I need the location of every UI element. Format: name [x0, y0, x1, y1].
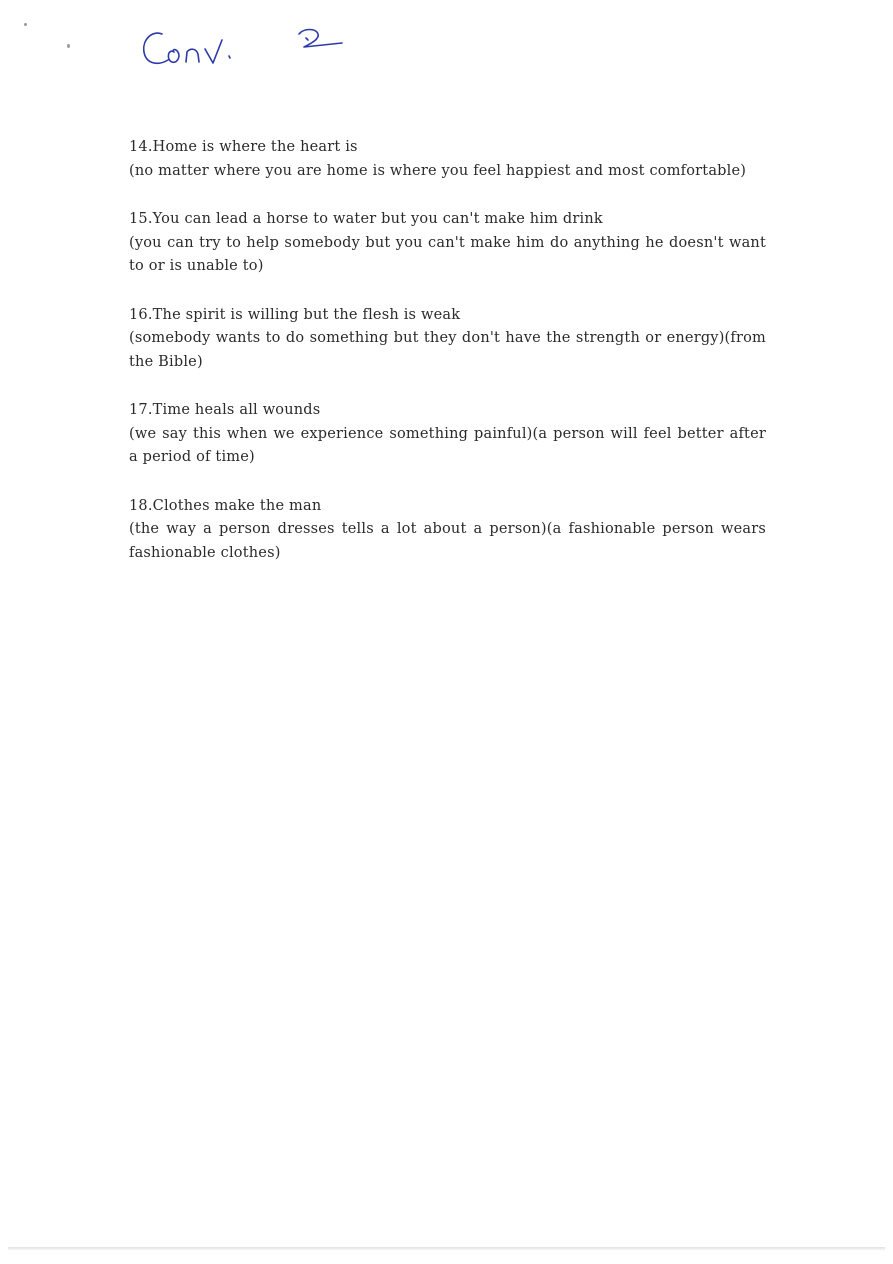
proverb-explanation: (no matter where you are home is where you feel happiest and most comfortable): [129, 162, 747, 179]
proverb-title: 17.Time heals all wounds: [129, 402, 321, 418]
proverb-explanation: (you can try to help somebody but you can't make him do anything he doesn't want to or is unable to): [129, 234, 766, 274]
proverb-list: [129, 136, 766, 590]
proverb-explanation: (somebody wants to do something but they don't have the strength or energy)(from the Bible): [129, 330, 766, 370]
proverb-explanation: (the way a person dresses tells a lot about a person)(a fashionable person wears fashionable clothes): [129, 521, 766, 561]
proverb-explanation: (we say this when we experience something painful)(a person will feel better after a period of time): [129, 425, 766, 465]
proverb-item: [129, 399, 766, 470]
scan-speck: [24, 23, 27, 26]
handwritten-conv-2-signature: [138, 22, 358, 78]
proverb-title: 14.Home is where the heart is: [129, 139, 358, 155]
proverb-title: 15.You can lead a horse to water but you can't make him drink: [129, 211, 603, 227]
proverb-title: 16.The spirit is willing but the flesh is weak: [129, 306, 461, 323]
proverb-item: [129, 304, 766, 375]
scan-speck: [67, 44, 70, 48]
scan-bottom-edge: [8, 1247, 885, 1250]
proverb-item: [129, 495, 766, 566]
proverb-title: 18.Clothes make the man: [129, 497, 322, 514]
proverb-item: [129, 136, 766, 183]
proverb-item: [129, 208, 766, 279]
handwritten-note: [138, 22, 358, 78]
